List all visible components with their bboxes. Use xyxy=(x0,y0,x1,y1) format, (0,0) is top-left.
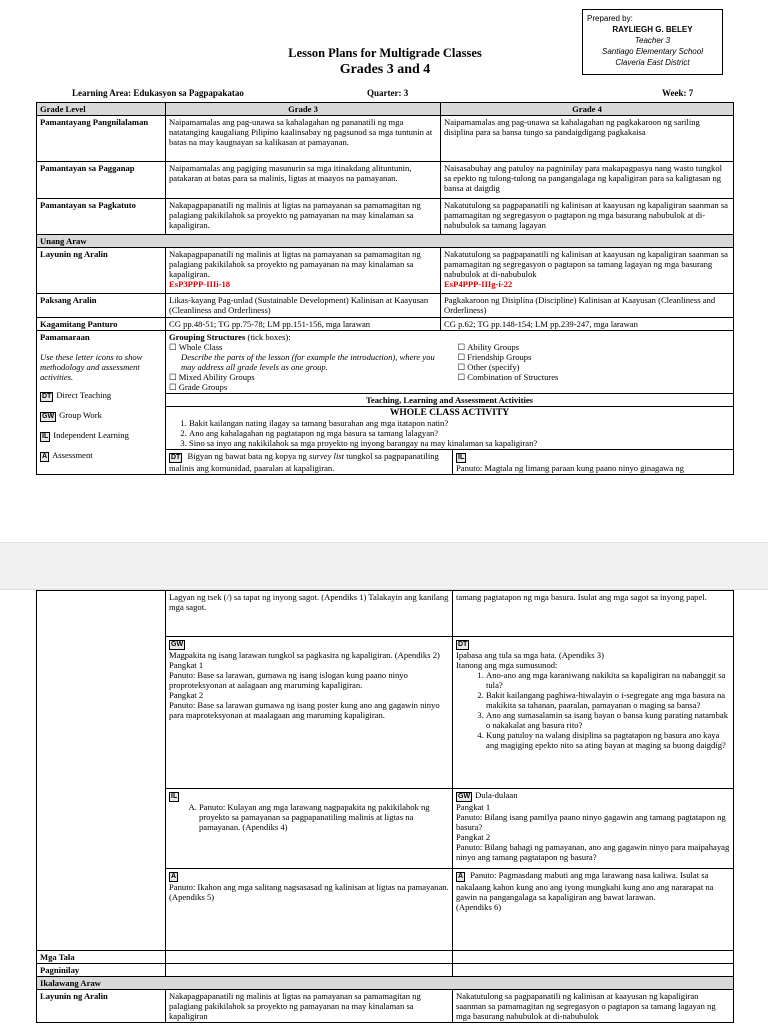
cell-g4: Nakatutulong sa pagpapanatili ng kalinisan at kaayusan ng kapaligiran saanman sa pamamagitan ng segregasyon o pagtapon sa tamang lagayan ng mga basurang nabubulok at di-nabubulok xyxy=(453,990,734,1023)
cell-g3: Naipamamalas ang pag-unawa sa kahalagahan ng pananatili ng mga natatanging kaugaliang Pilipino kaalinsabay ng pagsunod sa mga tuntunin at batas na may kaugnayan sa kalikasan at pamayanan. xyxy=(166,116,441,162)
lesson-plan-table xyxy=(36,102,734,475)
cell-g3: GW Magpakita ng isang larawan tungkol sa pagkasira ng kapaligiran. (Apendiks 2) Pangkat 1 Panuto: Base sa larawan, gumawa ng isang islogan kung paano ninyo proproteksyonan at aalagaan ang maruming kapaligiran. Pangkat 2 Panuto: Base sa larawan gumawa ng isang poster kung ano ang gagawin ninyo para maproteksyonan at maalagaan ang maruming kapaligiran. xyxy=(166,637,453,789)
cell-g4 xyxy=(453,964,734,977)
cell-g3 xyxy=(166,951,453,964)
header-grade-level: Grade Level xyxy=(37,103,166,116)
layunin-g3-code: EsP3PPP-IIIi-18 xyxy=(169,279,231,289)
grouping-hint: (tick boxes): xyxy=(245,332,291,342)
dt-question-list xyxy=(486,670,730,750)
legend-group-work: GW Group Work xyxy=(42,410,102,420)
checkbox-friendship-groups[interactable]: ☐ Friendship Groups xyxy=(458,352,532,362)
whole-class-note: Describe the parts of the lesson (for example the introduction), where you may address all grade levels as one group. xyxy=(181,352,435,372)
checkbox-combination[interactable]: ☐ Combination of Structures xyxy=(458,372,559,382)
week: Week: 7 xyxy=(662,88,694,98)
lesson-plan-table-continued xyxy=(36,590,734,1023)
wca-list xyxy=(189,418,730,448)
row-label: Layunin ng Aralin xyxy=(37,248,166,294)
page-gap xyxy=(0,542,768,590)
list-item: 2. Ano ang kahalagahan ng pagtatapon ng mga basura sa tamang lalagyan? xyxy=(189,428,730,438)
list-item: 4. Kung patuloy na walang disiplina sa pagtatapon ng basura ano kaya ang magiging epekto nito sa ating bayan at maging sa buong daigdig? xyxy=(486,730,730,750)
document-subtitle: Grades 3 and 4 xyxy=(339,62,431,77)
checkbox-other[interactable]: ☐ Other (specify) xyxy=(458,362,520,372)
preparer-role: Teacher 3 xyxy=(634,36,671,45)
legend-direct-teaching: DT Direct Teaching xyxy=(42,390,112,400)
legend-independent-learning: IL Independent Learning xyxy=(42,430,129,440)
table-row xyxy=(37,951,734,964)
day-label: Unang Araw xyxy=(37,235,734,248)
grouping-title: Grouping Structures xyxy=(169,332,246,342)
cell-g3: Naipamamalas ang pagiging masunurin sa mga itinakdang alituntunin, patakaran at batas para sa malinis, ligtas at maayos na pamayanan. xyxy=(166,162,441,199)
checkbox-ability-groups[interactable]: ☐ Ability Groups xyxy=(458,342,520,352)
cell-g4: GW Dula-dulaan Pangkat 1 Panuto: Bilang isang pamilya paano ninyo gagawin ang tamang pagtatapon ng basura? Pangkat 2 Panuto: Bilang bahagi ng pamayanan, ano ang gagawin ninyo para maipahayag ninyo ang tamang pagtatapon ng basura? xyxy=(453,789,734,869)
cell-g4: DT Ipabasa ang tula sa mga bata. (Apendiks 3) Itanong ang mga sumusunod: 1. Ano-ano ang mga karaniwang nakikita sa kapaligiran na nabanggit sa tula? 2. Bakit kailangang paghiwa-hiwalayin o i-segregate ang mga basura na makikita sa tahanan, paaralan, pamayanan o maging sa bansa? 3. Ano ang sumasalamin sa isang bayan o bansa kung parating natambak o nakakalat ang basura rito? 4. Kung patuloy na walang disiplina sa pagtatapon ng basura ano kaya ang magiging epekto nito sa ating bayan at maging sa buong daigdig? xyxy=(453,637,734,789)
preparer-district: Claveria East District xyxy=(615,58,690,67)
row-label: Kagamitang Panturo xyxy=(37,318,166,331)
cell-g4: Naisasabuhay ang patuloy na pagninilay para makapagpasya nang wasto tungkol sa epekto ng tulong-tulong na pangangalaga ng kapaligiran para sa kaligtasan ng bansa at daigdig xyxy=(441,162,734,199)
cell-g4: A Panuto: Pagmasdang mabuti ang mga larawang nasa kaliwa. Isulat sa nakalaang kahon kung ano ang iyong mungkahi kung ano ang nararapat na gawin na pangangalaga sa kapaligiran ang bawat larawan. (Apendiks 6) xyxy=(453,869,734,951)
table-row xyxy=(37,990,734,1023)
row-label: Pamantayang Pangnilalaman xyxy=(37,116,166,162)
list-item: 1. Ano-ano ang mga karaniwang nakikita sa kapaligiran na nabanggit sa tula? xyxy=(486,670,730,690)
legend-assessment: A Assessment xyxy=(42,450,93,460)
a-icon: A xyxy=(458,873,464,880)
table-row xyxy=(37,318,734,331)
cell-g3: Lagyan ng tsek (/) sa tapat ng inyong sagot. (Apendiks 1) Talakayin ang kanilang mga sagot. xyxy=(166,591,453,637)
a-icon: A xyxy=(42,453,48,460)
row-label: Pamantayan sa Pagkatuto xyxy=(37,199,166,235)
dt-icon: DT xyxy=(458,641,468,648)
grouping-structures-cell xyxy=(166,331,734,394)
table-row xyxy=(37,116,734,162)
prepared-by-label: Prepared by: xyxy=(587,14,633,23)
dt-icon: DT xyxy=(171,454,181,461)
cell-g3 xyxy=(166,248,441,294)
list-item: 1. Bakit kailangan nating ilagay sa tamang basurahan ang mga itatapon natin? xyxy=(189,418,730,428)
table-row xyxy=(37,964,734,977)
layunin-g4-code: EsP4PPP-IIIg-i-22 xyxy=(444,279,513,289)
cell-g3: DT Bigyan ng bawat bata ng kopya ng survey list tungkol sa pagpapanatiling malinis ang komunidad, paaralan at kapaligiran. xyxy=(166,450,453,475)
learning-area: Learning Area: Edukasyon sa Pagpapakatao xyxy=(72,88,244,98)
cell-g4: Nakatutulong sa pagpapanatili ng kalinisan at kaayusan ng kapaligiran saanman sa pamamagitan ng segregasyon o pagtapon ng mga basurang nabubulok at di-nabubulok sa tamang lagayan xyxy=(441,199,734,235)
table-row xyxy=(37,248,734,294)
cell-g3: A Panuto: Ikahon ang mga salitang nagsasasad ng kalinisan at ligtas na pamayanan. (Apendiks 5) xyxy=(166,869,453,951)
legend-note: Use these letter icons to show methodology and assessment activities. xyxy=(40,352,143,382)
prepared-by-box xyxy=(582,9,723,75)
row-label: Pagninilay xyxy=(37,964,166,977)
quarter: Quarter: 3 xyxy=(367,88,409,98)
cell-g3: Nakapagpapanatili ng malinis at ligtas na pamayanan sa pamamagitan ng palagiang pakikilahok sa proyekto ng pamayanan na may kinalaman sa kapaligiran xyxy=(166,990,453,1023)
list-item: A. Panuto: Kulayan ang mga larawang nagpapakita ng pakikilahok ng proyekto sa pamayanan sa pagpapanatiling malinis at ligtas na pamayanan. (Apendiks 4) xyxy=(199,802,449,832)
row-label: Mga Tala xyxy=(37,951,166,964)
empty-label-cell xyxy=(37,591,166,951)
table-row xyxy=(37,162,734,199)
table-row xyxy=(37,591,734,637)
gw-icon: GW xyxy=(42,413,55,420)
layunin-g3-text: Nakapagpapanatili ng malinis at ligtas na pamayanan sa pamamagitan ng palagiang pakikilahok sa proyekto ng pamayanan na may kinalaman sa kapaligiran. xyxy=(169,249,421,279)
cell-g4: Pagkakaroon ng Disiplina (Discipline) Kalinisan at Kaayusan (Cleanliness and Orderliness) xyxy=(441,294,734,318)
wca-cell xyxy=(166,407,734,450)
row-label: Pamamaraan xyxy=(40,332,90,342)
pamamaraan-row xyxy=(37,331,734,394)
preparer-school: Santiago Elementary School xyxy=(602,47,703,56)
cell-g4 xyxy=(441,248,734,294)
cell-g4: Naipamamalas ang pag-unawa sa kahalagahan ng pagkakaroon ng sariling disiplina para sa bansa tungo sa pandaigdigang pagkakaisa xyxy=(441,116,734,162)
a-icon: A xyxy=(171,873,177,880)
pamamaraan-label-cell xyxy=(37,331,166,475)
cell-g4 xyxy=(453,951,734,964)
page-2 xyxy=(0,590,768,1024)
gw-icon: GW xyxy=(171,641,184,648)
checkbox-grade-groups[interactable]: ☐ Grade Groups xyxy=(169,382,227,392)
row-label: Paksang Aralin xyxy=(37,294,166,318)
day-row xyxy=(37,977,734,990)
checkbox-whole-class[interactable]: ☐ Whole Class xyxy=(169,342,222,352)
cell-g3: CG pp.48-51; TG pp.75-78; LM pp.151-156, mga larawan xyxy=(166,318,441,331)
row-label: Layunin ng Aralin xyxy=(37,990,166,1023)
cell-g3 xyxy=(166,964,453,977)
list-item: 3. Ano ang sumasalamin sa isang bayan o bansa kung parating natambak o nakakalat ang basura rito? xyxy=(486,710,730,730)
wca-title: WHOLE CLASS ACTIVITY xyxy=(389,408,510,418)
il-icon: IL xyxy=(42,433,49,440)
preparer-name: RAYLIEGH G. BELEY xyxy=(612,25,693,34)
table-row xyxy=(37,199,734,235)
cell-g3 xyxy=(166,789,453,869)
il-icon: IL xyxy=(171,793,178,800)
header-grade-4: Grade 4 xyxy=(441,103,734,116)
row-label: Pamantayan sa Pagganap xyxy=(37,162,166,199)
day-row xyxy=(37,235,734,248)
cell-g4: CG p.62; TG pp.148-154; LM pp.239-247, mga larawan xyxy=(441,318,734,331)
tla-title: Teaching, Learning and Assessment Activities xyxy=(166,394,734,407)
layunin-g4-text: Nakatutulong sa pagpapanatili ng kalinisan at kaayusan ng kapaligiran saanman sa pamamagitan ng segregasyon o pagtapon sa tamang lagayan ng mga basurang nabubulok at di-nabubulok xyxy=(444,249,728,279)
il-icon: IL xyxy=(458,454,465,461)
cell-g4: tamang pagtatapon ng mga basura. Isulat ang mga sagot sa inyong papel. xyxy=(453,591,734,637)
list-item: 2. Bakit kailangang paghiwa-hiwalayin o i-segregate ang mga basura na makikita sa tahanan, paaralan, pamayanan o maging sa bansa? xyxy=(486,690,730,710)
list-item: 3. Sino sa inyo ang nakikilahok sa mga proyekto ng inyong barangay na may kinalaman sa kapaligiran? xyxy=(189,438,730,448)
table-row xyxy=(37,294,734,318)
gw-icon: GW xyxy=(458,793,471,800)
il-list xyxy=(199,802,449,832)
table-header xyxy=(37,103,734,116)
day-label: Ikalawang Araw xyxy=(37,977,734,990)
cell-g3: Nakapagpapanatili ng malinis at ligtas na pamayanan sa pamamagitan ng palagiang pakikilahok sa proyekto ng pamayanan na may kinalaman sa kapaligiran. xyxy=(166,199,441,235)
cell-g4: IL Panuto: Magtala ng limang paraan kung paano ninyo ginagawa ng xyxy=(453,450,734,475)
header-grade-3: Grade 3 xyxy=(166,103,441,116)
document-title: Lesson Plans for Multigrade Classes xyxy=(288,46,482,60)
cell-g3: Likas-kayang Pag-unlad (Sustainable Development) Kalinisan at Kaayusan (Cleanliness and Orderliness) xyxy=(166,294,441,318)
checkbox-mixed-ability[interactable]: ☐ Mixed Ability Groups xyxy=(169,372,255,382)
dt-icon: DT xyxy=(42,393,52,400)
